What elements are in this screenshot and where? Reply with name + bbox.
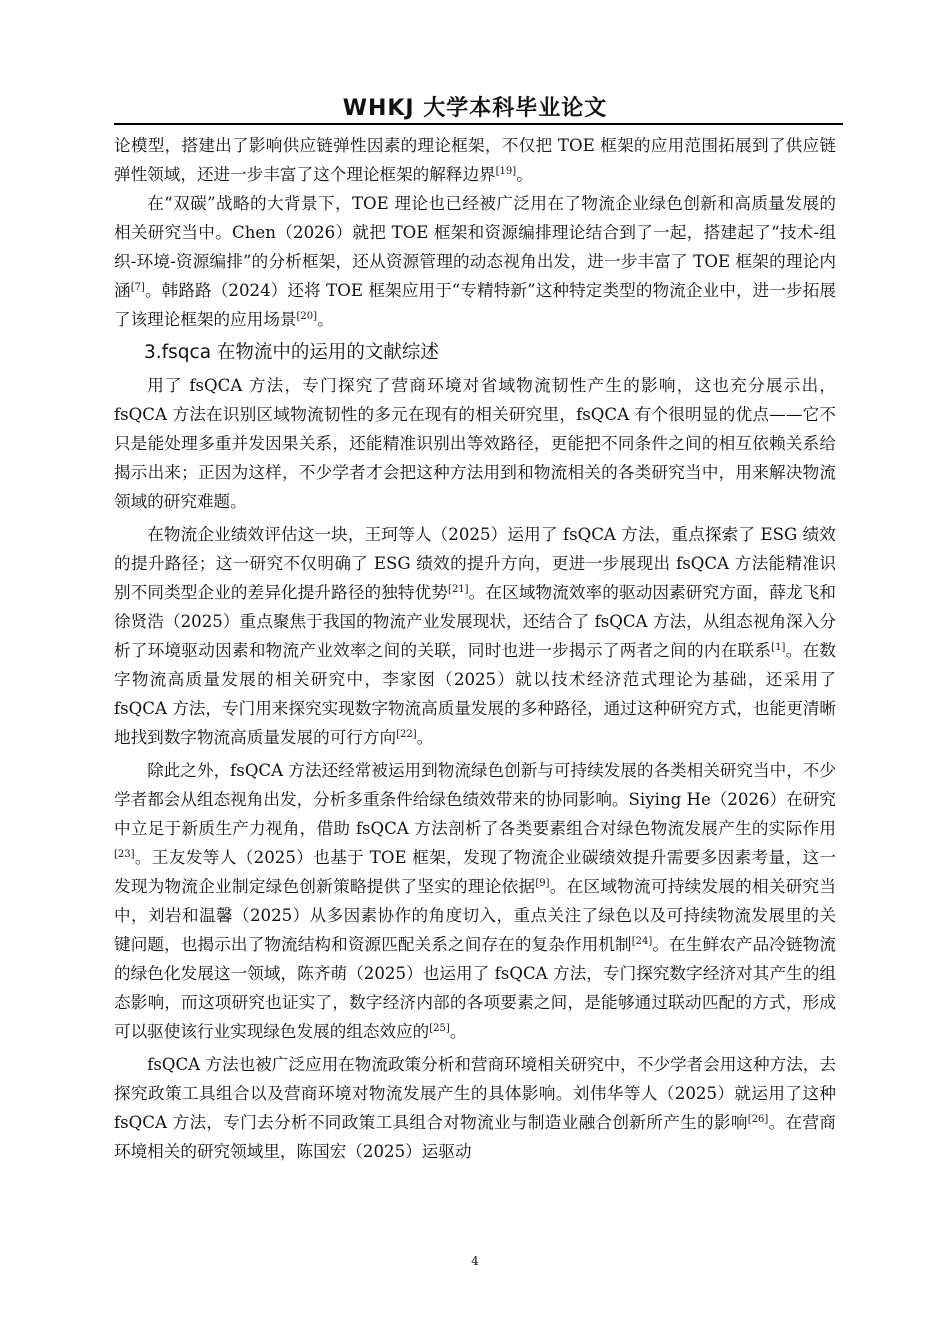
page-number: 4 xyxy=(471,1254,479,1268)
header-divider xyxy=(114,123,843,125)
citation-20: [20] xyxy=(296,311,318,322)
paragraph-fsqca-intro: 用了 fsQCA 方法，专门探究了营商环境对省域物流韧性产生的影响，这也充分展示出，fsQCA 方法在识别区域物流韧性的多元在现有的相关研究里，fsQCA 有个很明显的优点——它不只是能处理多重并发因果关系，还能精准识别出等效路径，更能把不同条件之间的相互依赖关系给揭示出来；正因为这样，不少学者才会把这种方法用到和物流相关的各类研究当中，用来解决物流领域的研究难题。 xyxy=(114,376,836,511)
citation-25: [25] xyxy=(429,1023,450,1034)
citation-24: [24] xyxy=(631,936,653,947)
paragraph-fsqca-policy: fsQCA 方法也被广泛应用在物流政策分析和营商环境相关研究中，不少学者会用这种方法，去探究政策工具组合以及营商环境对物流发展产生的具体影响。刘伟华等人（2025）就运用了这种 fsQCA 方法，专门去分析不同政策工具组合对物流业与制造业融合创新所产生的影响[26]。在营商环境相关的研究领域里，陈国宏（2025）运驱动 xyxy=(114,1055,837,1161)
section-heading: 3.fsqca 在物流中的运用的文献综述 xyxy=(144,342,439,363)
paragraph-fsqca-green: 除此之外，fsQCA 方法还经常被运用到物流绿色创新与可持续发展的各类相关研究当中，不少学者都会从组态视角出发，分析多重条件给绿色绩效带来的协同影响。Siying He（2026）在研究中立足于新质生产力视角，借助 fsQCA 方法剖析了各类要素组合对绿色物流发展产生的实际作用[23]。王友发等人（2025）也基于 TOE 框架，发现了物流企业碳绩效提升需要多因素考量，这一发现为物流企业制定绿色创新策略提供了坚实的理论依据[9]。在区域物流可持续发展的相关研究当中，刘岩和温馨（2025）从多因素协作的角度切入，重点关注了绿色以及可持续物流发展里的关键问题，也揭示出了物流结构和资源匹配关系之间存在的复杂作用机制[24]。在生鲜农产品冷链物流的绿色化发展这一领域，陈齐萌（2025）也运用了 fsQCA 方法，专门探究数字经济对其产生的组态影响，而这项研究也证实了，数字经济内部的各项要素之间，是能够通过联动匹配的方式，形成可以驱使该行业实现绿色发展的组态效应的[25]。 xyxy=(114,761,837,1041)
citation-21: [21] xyxy=(448,584,469,595)
paragraph-toe-dual-carbon: 在“双碳”战略的大背景下，TOE 理论也已经被广泛用在了物流企业绿色创新和高质量发展的相关研究当中。Chen（2026）就把 TOE 框架和资源编排理论结合到了一起，搭建起了“技术-组织-环境-资源编排”的分析框架，还从资源管理的动态视角出发，进一步丰富了 TOE 框架的理论内涵[7]。韩路路（2024）还将 TOE 框架应用于“专精特新”这种特定类型的物流企业中，进一步拓展了该理论框架的应用场景[20]。 xyxy=(114,194,837,329)
citation-23: [23] xyxy=(114,849,135,860)
citation-22: [22] xyxy=(396,729,417,740)
paragraph-toe-supply-chain: 论模型，搭建出了影响供应链弹性因素的理论框架，不仅把 TOE 框架的应用范围拓展到了供应链弹性领域，还进一步丰富了这个理论框架的解释边界[19]。 xyxy=(114,136,836,184)
paragraph-fsqca-performance: 在物流企业绩效评估这一块，王珂等人（2025）运用了 fsQCA 方法，重点探索了 ESG 绩效的提升路径；这一研究不仅明确了 ESG 绩效的提升方向，更进一步展现出 fsQCA 方法能精准识别不同类型企业的差异化提升路径的独特优势[21]。在区域物流效率的驱动因素研究方面，薛龙飞和徐贤浩（2025）重点聚焦于我国的物流产业发展现状，还结合了 fsQCA 方法，从组态视角深入分析了环境驱动因素和物流产业效率之间的关联，同时也进一步揭示了两者之间的内在联系[1]。在数字物流高质量发展的相关研究中，李家囡（2025）就以技术经济范式理论为基础，还采用了 fsQCA 方法，专门用来探究实现数字物流高质量发展的多种路径，通过这种研究方式，也能更清晰地找到数字物流高质量发展的可行方向[22]。 xyxy=(114,525,837,747)
citation-7: [7] xyxy=(130,282,145,293)
citation-26: [26] xyxy=(747,1114,769,1125)
citation-1: [1] xyxy=(771,642,786,653)
page-header-title: WHKJ 大学本科毕业论文 xyxy=(342,96,608,121)
citation-9: [9] xyxy=(535,878,550,889)
citation-19: [19] xyxy=(495,166,517,177)
document-body xyxy=(114,131,836,1166)
